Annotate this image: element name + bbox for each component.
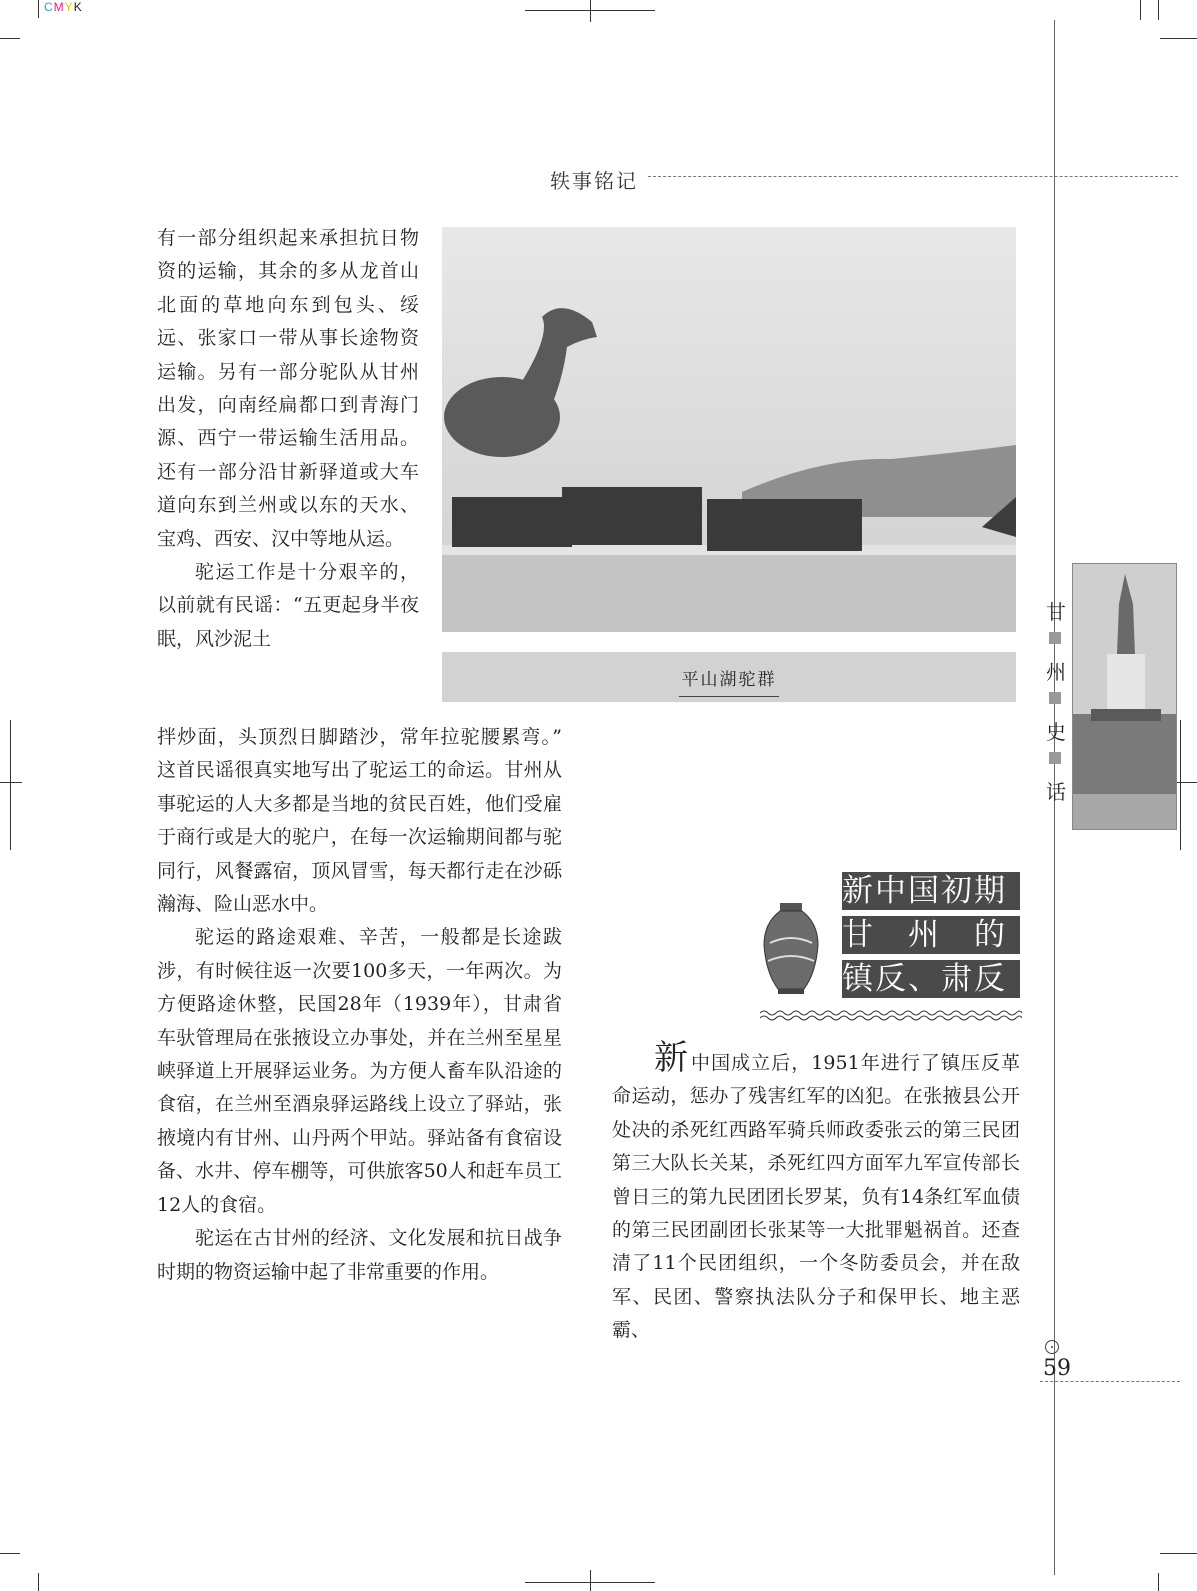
section-title: 轶事铭记 (550, 169, 638, 193)
side-tab-char: 史 (1046, 720, 1066, 744)
header-dashed-rule (648, 176, 1178, 177)
camel-caravan-photo (442, 227, 1016, 632)
crop-mark (0, 1553, 20, 1554)
footer-dashed-rule (1040, 1381, 1180, 1382)
side-tab-char: 话 (1046, 780, 1066, 804)
side-tab-square (1049, 752, 1061, 764)
side-tab-char: 甘 (1046, 600, 1066, 624)
registration-mark (1180, 720, 1181, 850)
crop-mark (1158, 1573, 1159, 1591)
porcelain-vase-icon (760, 903, 822, 995)
side-tab-square (1049, 632, 1061, 644)
registration-mark (10, 720, 11, 850)
left-column-wide (157, 721, 562, 1289)
caption-underline (679, 696, 779, 697)
decorative-wave-rule (760, 1006, 1022, 1018)
paragraph: 驼运的路途艰难、辛苦，一般都是长途跋涉，有时候往返一次要100多天，一年两次。为方便路途休整，民国28年（1939年），甘肃省车驮管理局在张掖设立办事处，并在兰州至星星峡驿道上开展驿运业务。为方便人畜车队沿途的食宿，在兰州至酒泉驿运路线上设立了驿站，张掖境内有甘州、山丹两个甲站。驿站备有食宿设备、水井、停车棚等，可供旅客50人和赶车员工12人的食宿。 (157, 926, 562, 1216)
paragraph: 有一部分组织起来承担抗日物资的运输，其余的多从龙首山北面的草地向东到包头、绥远、张家口一带从事长途物资运输。另有一部分驼队从甘州出发，向南经扁都口到青海门源、西宁一带运输生活用品。还有一部分沿甘新驿道或大车道向东到兰州或以东的天水、宝鸡、西安、汉中等地从运。 (157, 227, 419, 550)
paragraph (612, 1038, 1020, 1348)
photo-caption-box (442, 652, 1016, 702)
paragraph: 驼运在古甘州的经济、文化发展和抗日战争时期的物资运输中起了非常重要的作用。 (157, 1227, 562, 1283)
article-body (612, 1038, 1020, 1348)
page-number: 59 (1043, 1356, 1071, 1381)
registration-mark (590, 0, 591, 22)
article-heading-line: 新中国初期 (842, 872, 1020, 910)
crop-mark (1158, 0, 1159, 20)
crop-mark (1160, 1553, 1197, 1554)
crop-mark (0, 38, 20, 39)
left-column-narrow (157, 222, 419, 656)
side-tab-char: 州 (1046, 660, 1066, 684)
registration-mark (590, 1570, 591, 1591)
crop-mark (1140, 0, 1141, 20)
crop-mark (38, 0, 39, 18)
photo-caption: 平山湖驼群 (681, 670, 777, 690)
page-marker-icon (1045, 1340, 1059, 1354)
crop-mark (1160, 38, 1197, 39)
pagoda-photo (1072, 563, 1177, 830)
paragraph: 拌炒面，头顶烈日脚踏沙，常年拉驼腰累弯。” 这首民谣很真实地写出了驼运工的命运。甘州从事驼运的人大多都是当地的贫民百姓，他们受雇于商行或是大的驼户，在每一次运输期间都与驼同行，风餐露宿，顶风冒雪，每天都行走在沙砾瀚海、险山恶水中。 (157, 726, 562, 916)
paragraph-text: 中国成立后，1951年进行了镇压反革命运动，惩办了残害红军的凶犯。在张掖县公开处决的杀死红西路军骑兵师政委张云的第三民团第三大队长关某，杀死红四方面军九军宣传部长曾日三的第九民团团长罗某，负有14条红军血债的第三民团副团长张某等一大批罪魁祸首。还查清了11个民团组织，一个冬防委员会，并在敌军、民团、警察执法队分子和保甲长、地主恶霸、 (612, 1052, 1020, 1342)
article-heading-line: 甘 州 的 (842, 916, 1020, 954)
paragraph: 驼运工作是十分艰辛的，以前就有民谣：“五更起身半夜眠，风沙泥土 (157, 561, 419, 650)
article-heading-line: 镇反、肃反 (842, 960, 1020, 998)
cmyk-color-bar: CMYK (44, 0, 83, 14)
side-tab-square (1049, 692, 1061, 704)
registration-mark (0, 782, 22, 783)
crop-mark (38, 1573, 39, 1591)
drop-cap: 新 (654, 1038, 690, 1078)
